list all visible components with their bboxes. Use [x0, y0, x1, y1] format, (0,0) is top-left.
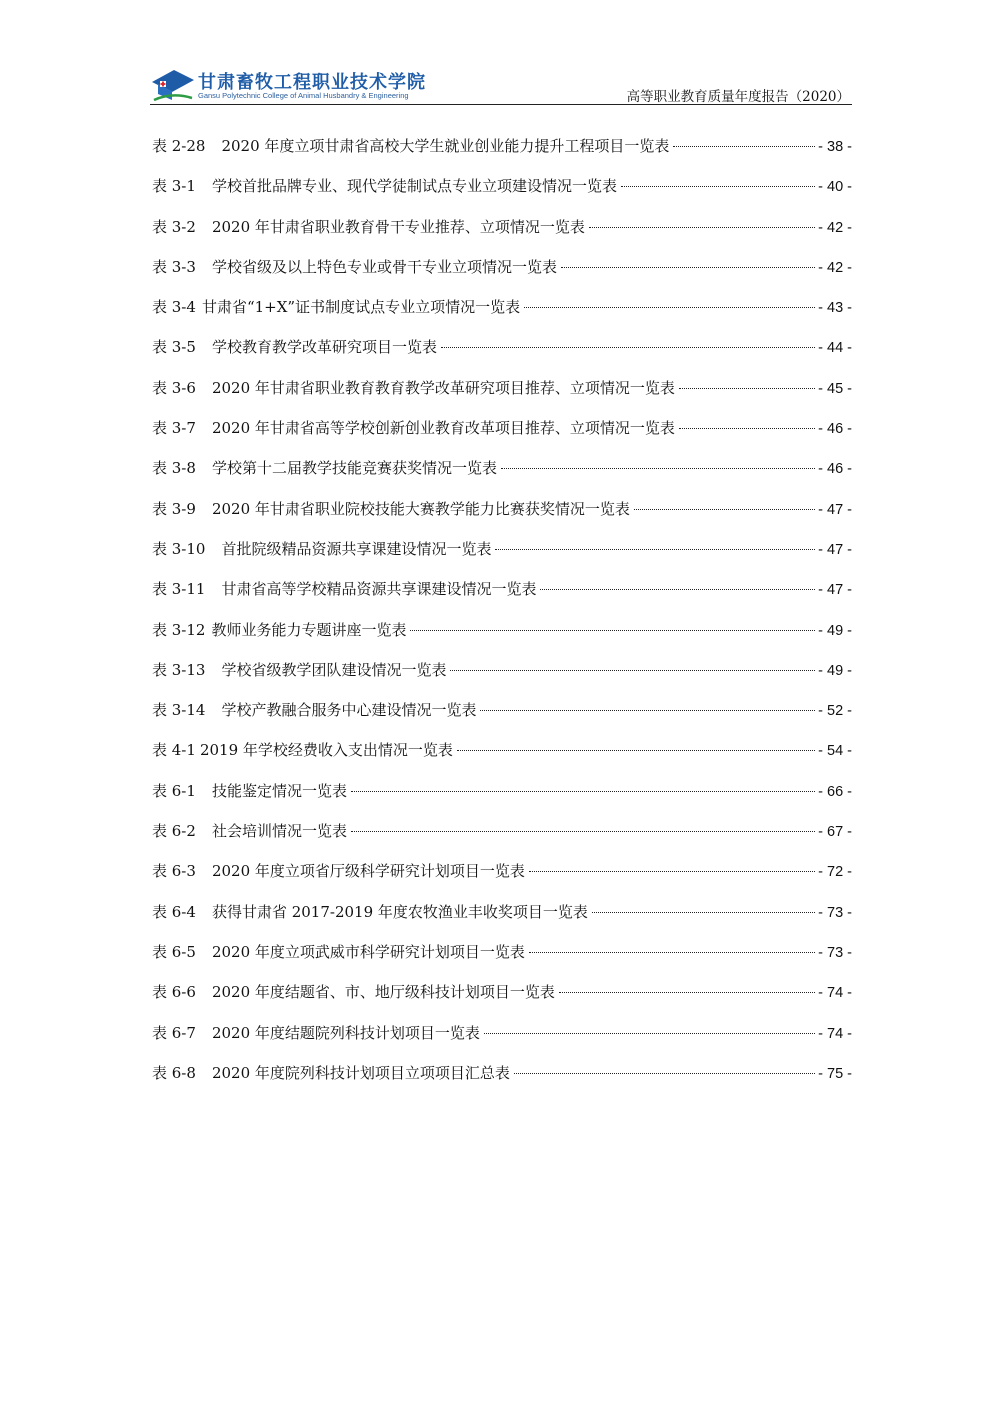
- toc-entry-title: 学校省级教学团队建设情况一览表: [221, 660, 447, 679]
- toc-entry[interactable]: [152, 618, 852, 658]
- toc-dot-leader: [592, 912, 815, 913]
- toc-dot-leader: [495, 549, 815, 550]
- toc-entry-title: 社会培训情况一览表: [211, 822, 347, 841]
- toc-entry-title: 2020 年甘肃省职业教育骨干专业推荐、立项情况一览表: [211, 217, 585, 236]
- toc-entry-label: 表 6-2: [152, 822, 196, 841]
- toc-entry-title: 2020 年甘肃省高等学校创新创业教育改革项目推荐、立项情况一览表: [211, 419, 675, 438]
- toc-entry-label: 表 3-6: [152, 378, 196, 397]
- toc-entry-title: 2020 年甘肃省职业教育教育教学改革研究项目推荐、立项情况一览表: [211, 378, 675, 397]
- toc-entry-title: 2020 年度结题院列科技计划项目一览表: [211, 1023, 480, 1042]
- toc-entry-page: - 72 -: [818, 864, 852, 881]
- toc-entry[interactable]: [152, 215, 852, 255]
- toc-entry-page: - 46 -: [818, 421, 852, 438]
- toc-dot-leader: [501, 468, 815, 469]
- toc-dot-leader: [457, 750, 815, 751]
- toc-entry-title: 甘肃省“1+X”证书制度试点专业立项情况一览表: [201, 298, 521, 317]
- toc-entry-page: - 47 -: [818, 501, 852, 518]
- toc-entry[interactable]: [152, 134, 852, 174]
- toc-entry-label: 表 3-3: [152, 257, 196, 276]
- toc-dot-leader: [484, 1033, 815, 1034]
- toc-dot-leader: [529, 952, 815, 953]
- table-of-contents: [152, 134, 852, 1101]
- toc-entry[interactable]: [152, 738, 852, 778]
- toc-dot-leader: [441, 347, 815, 348]
- toc-entry-label: 表 6-1: [152, 781, 196, 800]
- toc-entry-title: 2020 年度立项武威市科学研究计划项目一览表: [211, 942, 525, 961]
- toc-entry-page: - 42 -: [818, 259, 852, 276]
- toc-entry-title: 2020 年甘肃省职业院校技能大赛教学能力比赛获奖情况一览表: [211, 499, 630, 518]
- toc-entry-title: 2020 年度立项甘肃省高校大学生就业创业能力提升工程项目一览表: [221, 137, 670, 155]
- toc-entry-label: 表 6-8: [152, 1063, 196, 1082]
- toc-entry[interactable]: [152, 779, 852, 819]
- toc-dot-leader: [450, 670, 815, 671]
- header-divider: [150, 104, 852, 105]
- toc-entry-label: 表 6-6: [152, 983, 196, 1002]
- toc-entry-title: 甘肃省高等学校精品资源共享课建设情况一览表: [221, 580, 537, 599]
- toc-entry-label: 表 4-1: [152, 741, 196, 760]
- toc-entry-page: - 74 -: [818, 985, 852, 1002]
- toc-entry-label: 表 3-12: [152, 620, 206, 639]
- toc-entry[interactable]: [152, 416, 852, 456]
- toc-entry-title: 2020 年度立项省厅级科学研究计划项目一览表: [211, 862, 525, 881]
- toc-entry[interactable]: [152, 335, 852, 375]
- toc-dot-leader: [514, 1073, 815, 1074]
- toc-entry-label: 表 3-5: [152, 338, 196, 357]
- toc-entry-page: - 46 -: [818, 461, 852, 478]
- toc-entry-title: 教师业务能力专题讲座一览表: [211, 620, 407, 639]
- toc-entry-title: 获得甘肃省 2017-2019 年度农牧渔业丰收奖项目一览表: [211, 902, 588, 921]
- toc-entry[interactable]: [152, 1021, 852, 1061]
- toc-dot-leader: [634, 509, 815, 510]
- toc-entry-page: - 67 -: [818, 824, 852, 841]
- toc-entry[interactable]: [152, 940, 852, 980]
- toc-entry-title: 2019 年学校经费收入支出情况一览表: [199, 741, 453, 760]
- toc-entry-label: 表 6-7: [152, 1023, 196, 1042]
- toc-entry-label: 表 3-7: [152, 419, 196, 438]
- toc-entry-title: 首批院级精品资源共享课建设情况一览表: [221, 539, 492, 558]
- toc-entry[interactable]: [152, 577, 852, 617]
- toc-dot-leader: [679, 428, 815, 429]
- toc-entry-title: 学校首批品牌专业、现代学徒制试点专业立项建设情况一览表: [211, 177, 617, 196]
- toc-entry-page: - 73 -: [818, 904, 852, 921]
- school-name-cn: 甘肃畜牧工程职业技术学院: [198, 72, 426, 93]
- toc-entry-page: - 38 -: [818, 139, 852, 155]
- toc-dot-leader: [589, 227, 815, 228]
- toc-entry-label: 表 3-4: [152, 298, 196, 317]
- toc-dot-leader: [540, 589, 815, 590]
- toc-entry[interactable]: [152, 376, 852, 416]
- toc-entry-page: - 66 -: [818, 783, 852, 800]
- toc-entry-page: - 75 -: [818, 1065, 852, 1082]
- toc-entry[interactable]: [152, 859, 852, 899]
- toc-dot-leader: [524, 307, 815, 308]
- school-name-en: Gansu Polytechnic College of Animal Husbandry & Engineering: [198, 91, 409, 100]
- page-header: [150, 66, 852, 108]
- toc-entry[interactable]: [152, 295, 852, 335]
- toc-dot-leader: [621, 186, 815, 187]
- toc-entry[interactable]: [152, 819, 852, 859]
- toc-entry-title: 技能鉴定情况一览表: [211, 781, 347, 800]
- toc-entry[interactable]: [152, 980, 852, 1020]
- toc-entry[interactable]: [152, 900, 852, 940]
- toc-entry-title: 学校省级及以上特色专业或骨干专业立项情况一览表: [211, 257, 557, 276]
- toc-dot-leader: [351, 791, 815, 792]
- toc-entry-label: 表 6-5: [152, 942, 196, 961]
- toc-entry-page: - 52 -: [818, 703, 852, 720]
- toc-dot-leader: [679, 388, 815, 389]
- toc-dot-leader: [351, 831, 815, 832]
- toc-entry-label: 表 3-11: [152, 580, 206, 599]
- toc-entry[interactable]: [152, 497, 852, 537]
- toc-entry-label: 表 2-28: [152, 137, 206, 155]
- toc-entry-title: 2020 年度院列科技计划项目立项项目汇总表: [211, 1063, 510, 1082]
- toc-entry-label: 表 3-10: [152, 539, 206, 558]
- toc-entry-title: 2020 年度结题省、市、地厅级科技计划项目一览表: [211, 983, 555, 1002]
- toc-entry[interactable]: [152, 174, 852, 214]
- toc-entry[interactable]: [152, 255, 852, 295]
- toc-entry-page: - 44 -: [818, 340, 852, 357]
- toc-entry-page: - 74 -: [818, 1025, 852, 1042]
- toc-entry-title: 学校产教融合服务中心建设情况一览表: [221, 701, 477, 720]
- toc-dot-leader: [480, 710, 815, 711]
- toc-entry-label: 表 3-8: [152, 459, 196, 478]
- toc-entry-page: - 45 -: [818, 380, 852, 397]
- toc-entry[interactable]: [152, 698, 852, 738]
- toc-entry-page: - 47 -: [818, 541, 852, 558]
- toc-entry-label: 表 3-13: [152, 660, 206, 679]
- toc-dot-leader: [673, 146, 815, 147]
- toc-dot-leader: [561, 267, 815, 268]
- toc-entry-page: - 47 -: [818, 582, 852, 599]
- toc-entry-page: - 40 -: [818, 179, 852, 196]
- toc-dot-leader: [410, 630, 815, 631]
- toc-entry-label: 表 6-3: [152, 862, 196, 881]
- toc-entry-title: 学校第十二届教学技能竞赛获奖情况一览表: [211, 459, 497, 478]
- toc-dot-leader: [529, 871, 815, 872]
- report-title: 高等职业教育质量年度报告（2020）: [626, 89, 850, 105]
- toc-entry-page: - 42 -: [818, 219, 852, 236]
- toc-entry-page: - 73 -: [818, 944, 852, 961]
- toc-entry[interactable]: [152, 1061, 852, 1101]
- toc-entry-label: 表 6-4: [152, 902, 196, 921]
- toc-entry-label: 表 3-1: [152, 177, 196, 196]
- toc-entry-label: 表 3-14: [152, 701, 206, 720]
- toc-entry-label: 表 3-9: [152, 499, 196, 518]
- toc-entry[interactable]: [152, 456, 852, 496]
- toc-entry[interactable]: [152, 658, 852, 698]
- toc-entry-page: - 54 -: [818, 743, 852, 760]
- toc-entry-page: - 43 -: [818, 300, 852, 317]
- toc-entry-page: - 49 -: [818, 622, 852, 639]
- toc-entry-title: 学校教育教学改革研究项目一览表: [211, 338, 437, 357]
- toc-entry[interactable]: [152, 537, 852, 577]
- toc-entry-page: - 49 -: [818, 662, 852, 679]
- toc-entry-label: 表 3-2: [152, 217, 196, 236]
- toc-dot-leader: [559, 992, 815, 993]
